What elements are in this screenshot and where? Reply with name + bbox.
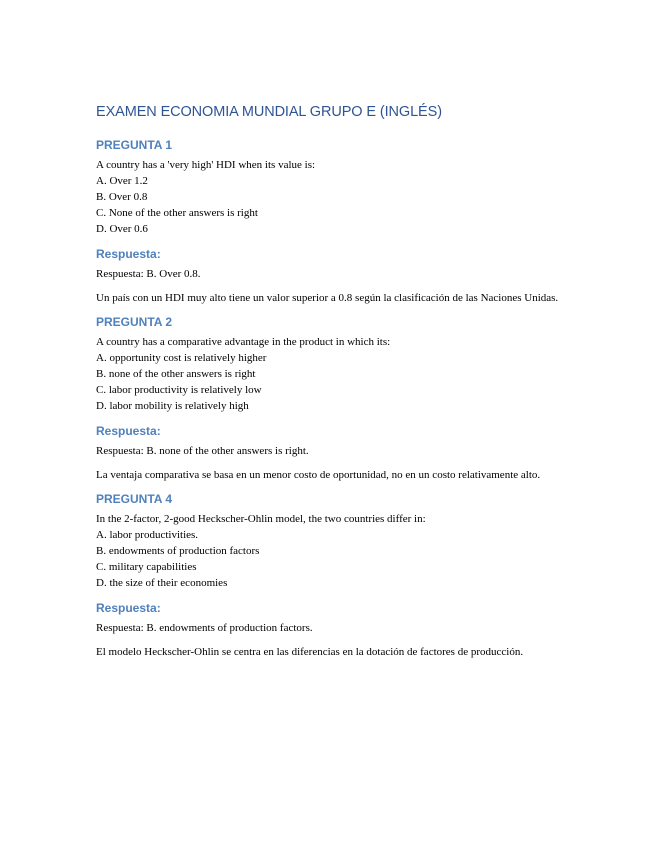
document-content	[96, 104, 576, 660]
question-heading: PREGUNTA 2	[96, 315, 173, 329]
answer-option: C. labor productivity is relatively low	[96, 384, 262, 396]
question-heading: PREGUNTA 4	[96, 492, 173, 506]
answer-option: A. Over 1.2	[96, 175, 148, 187]
answer-heading: Respuesta:	[96, 424, 161, 438]
answer-option: B. endowments of production factors	[96, 545, 260, 557]
answer-option: A. opportunity cost is relatively higher	[96, 352, 267, 364]
question-heading: PREGUNTA 1	[96, 138, 173, 152]
explanation-text: El modelo Heckscher-Ohlin se centra en las diferencias en la dotación de factores de producción.	[96, 646, 524, 658]
question-text: A country has a comparative advantage in the product in which its:	[96, 336, 391, 348]
question-section	[96, 492, 576, 660]
question-section	[96, 315, 576, 492]
answer-option: D. the size of their economies	[96, 577, 228, 589]
answer-text: Respuesta: B. none of the other answers is right.	[96, 445, 309, 457]
answer-heading: Respuesta:	[96, 601, 161, 615]
answer-option: A. labor productivities.	[96, 529, 199, 541]
question-section	[96, 138, 576, 315]
answer-option: D. labor mobility is relatively high	[96, 400, 249, 412]
explanation-text: La ventaja comparativa se basa en un menor costo de oportunidad, no en un costo relativamente alto.	[96, 469, 541, 481]
question-text: A country has a 'very high' HDI when its value is:	[96, 159, 316, 171]
answer-option: D. Over 0.6	[96, 223, 148, 235]
answer-option: B. none of the other answers is right	[96, 368, 256, 380]
document-title: EXAMEN ECONOMIA MUNDIAL GRUPO E (INGLÉS)	[96, 104, 442, 120]
answer-option: C. None of the other answers is right	[96, 207, 258, 219]
question-text: In the 2-factor, 2-good Heckscher-Ohlin model, the two countries differ in:	[96, 513, 426, 525]
answer-text: Respuesta: B. endowments of production factors.	[96, 622, 313, 634]
answer-option: C. military capabilities	[96, 561, 197, 573]
answer-text: Respuesta: B. Over 0.8.	[96, 268, 201, 280]
answer-option: B. Over 0.8	[96, 191, 148, 203]
explanation-text: Un país con un HDI muy alto tiene un valor superior a 0.8 según la clasificación de las Naciones Unidas.	[96, 292, 559, 304]
answer-heading: Respuesta:	[96, 247, 161, 261]
